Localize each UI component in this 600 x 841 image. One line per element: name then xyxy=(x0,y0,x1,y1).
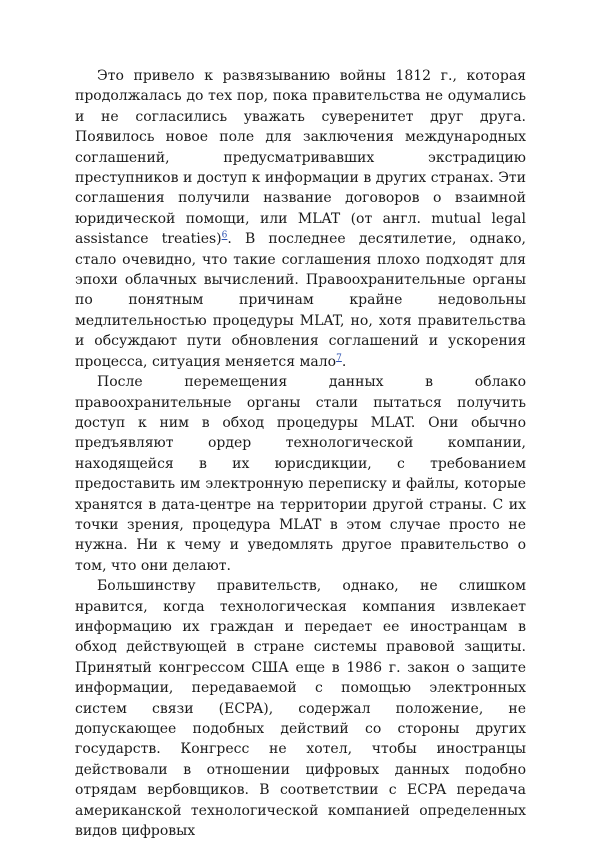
paragraph-1-text-b: . В последнее десятилетие, однако, стало очевидно, что такие соглашения плохо подходят для эпохи облачных вычислений. Правоохранительные органы по понятным причинам крайне недовольны медлительностью процедуры MLAT, но, хотя правительства и обсуждают пути обновления соглашений и ускорения процесса, ситуация меняется мало xyxy=(75,231,527,370)
paragraph-1-text-a: Это привело к развязыванию войны 1812 г., которая продолжалась до тех пор, пока правительства не одумались и не согласились уважать суверенитет друг друга. Появилось новое поле для заключения международных соглашений, предусматривавших экстрадицию преступников и доступ к информации в других странах. Эти соглашения получили название договоров о взаимной юридической помощи, или MLAT (от англ. mutual legal assistance treaties) xyxy=(75,68,526,248)
paragraph-2-text: После перемещения данных в облако правоохранительные органы стали пытаться получить доступ к ним в обход процедуры MLAT. Они обычно предъявляют ордер технологической компании, находящейся в их юрисдикции, с требованием предоставить им электронную переписку и файлы, которые хранятся в дата-центре на территории другой страны. С их точки зрения, процедура MLAT в этом случае просто не нужна. Ни к чему и уведомлять другое правительство о том, что они делают. xyxy=(75,374,526,574)
paragraph-1 xyxy=(75,66,526,372)
document-page xyxy=(75,66,526,841)
paragraph-2 xyxy=(75,372,526,576)
footnote-ref-6[interactable]: 6 xyxy=(221,230,228,241)
paragraph-3 xyxy=(75,576,526,841)
paragraph-3-text: Большинству правительств, однако, не слишком нравится, когда технологическая компания извлекает информацию их граждан и передает ее иностранцам в обход действующей в стране системы правовой защиты. Принятый конгрессом США еще в 1986 г. закон о защите информации, передаваемой с помощью электронных систем связи (ECPA), содержал положение, не допускающее подобных действий со стороны других государств. Конгресс не хотел, чтобы иностранцы действовали в отношении цифровых данных подобно отрядам вербовщиков. В соответствии с ECPA передача американской технологической компанией определенных видов цифровых xyxy=(75,578,526,840)
footnote-ref-7[interactable]: 7 xyxy=(336,353,342,364)
paragraph-1-text-c: . xyxy=(341,353,347,370)
